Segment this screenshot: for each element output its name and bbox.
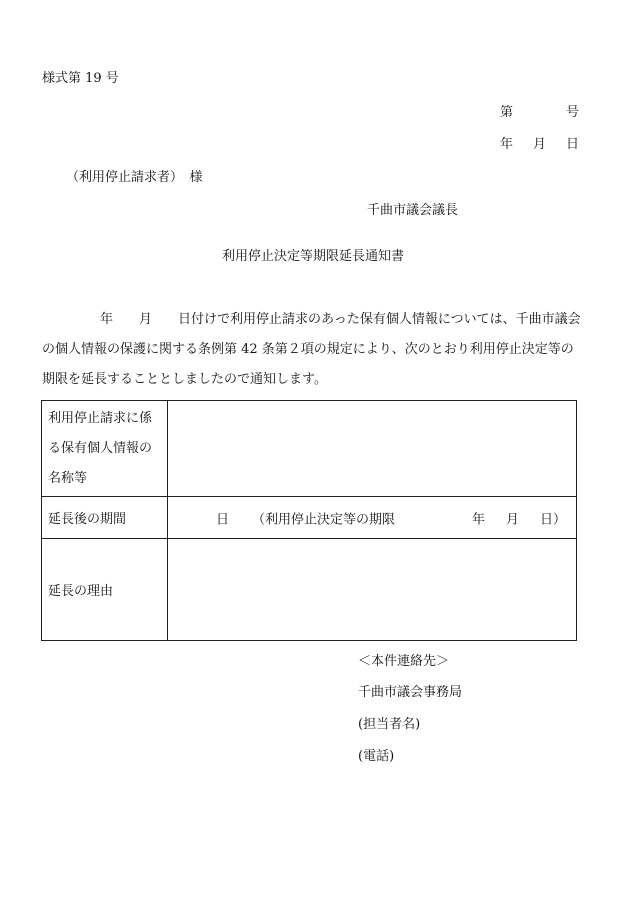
document-title: 利用停止決定等期限延長通知書: [222, 249, 405, 264]
body-line-1: 年 月 日付けで利用停止請求のあった保有個人情報については、千曲市議会: [100, 312, 581, 327]
deadline-year-unit: 年: [472, 512, 486, 527]
addressee: （利用停止請求者） 様: [66, 170, 203, 185]
requested-info-label-line: る保有個人情報の: [48, 440, 153, 456]
body-line-3: 期限を延長することとしましたので通知します。: [42, 372, 327, 387]
requested-info-label-line: 利用停止請求に係: [48, 410, 153, 426]
issue-date-year: 年: [500, 137, 514, 152]
body-line-2: の個人情報の保護に関する条例第 42 条第２項の規定により、次のとおり利用停止決定等の: [42, 342, 574, 357]
form-number: 様式第 19 号: [42, 71, 119, 86]
table-row: [42, 497, 577, 539]
form-table: [41, 400, 577, 641]
contact-office: 千曲市議会事務局: [358, 685, 463, 700]
issue-date-month: 月: [533, 137, 547, 152]
requested-info-value[interactable]: [168, 401, 577, 497]
contact-heading: ＜本件連絡先＞: [358, 654, 450, 669]
table-row: [42, 539, 577, 641]
extended-period-label: 延長後の期間: [42, 497, 168, 539]
extension-reason-value[interactable]: [168, 539, 577, 641]
extended-period-value[interactable]: [168, 497, 577, 539]
sender: 千曲市議会議長: [367, 203, 459, 218]
contact-person: (担当者名): [358, 717, 421, 732]
deadline-day-unit: 日）: [540, 512, 567, 527]
extension-reason-label: 延長の理由: [42, 539, 168, 641]
body-paragraph: [42, 305, 582, 395]
requested-info-label: [42, 401, 168, 497]
decision-deadline-label: （利用停止決定等の期限: [252, 512, 396, 527]
requested-info-label-line: 名称等: [48, 470, 88, 486]
deadline-month-unit: 月: [506, 512, 520, 527]
contact-phone: (電話): [358, 749, 395, 764]
table-row: [42, 401, 577, 497]
issue-date-day: 日: [566, 137, 580, 152]
period-days-unit: 日: [216, 512, 230, 527]
document-number-suffix: 号: [566, 105, 580, 120]
document-number-prefix: 第: [500, 105, 514, 120]
